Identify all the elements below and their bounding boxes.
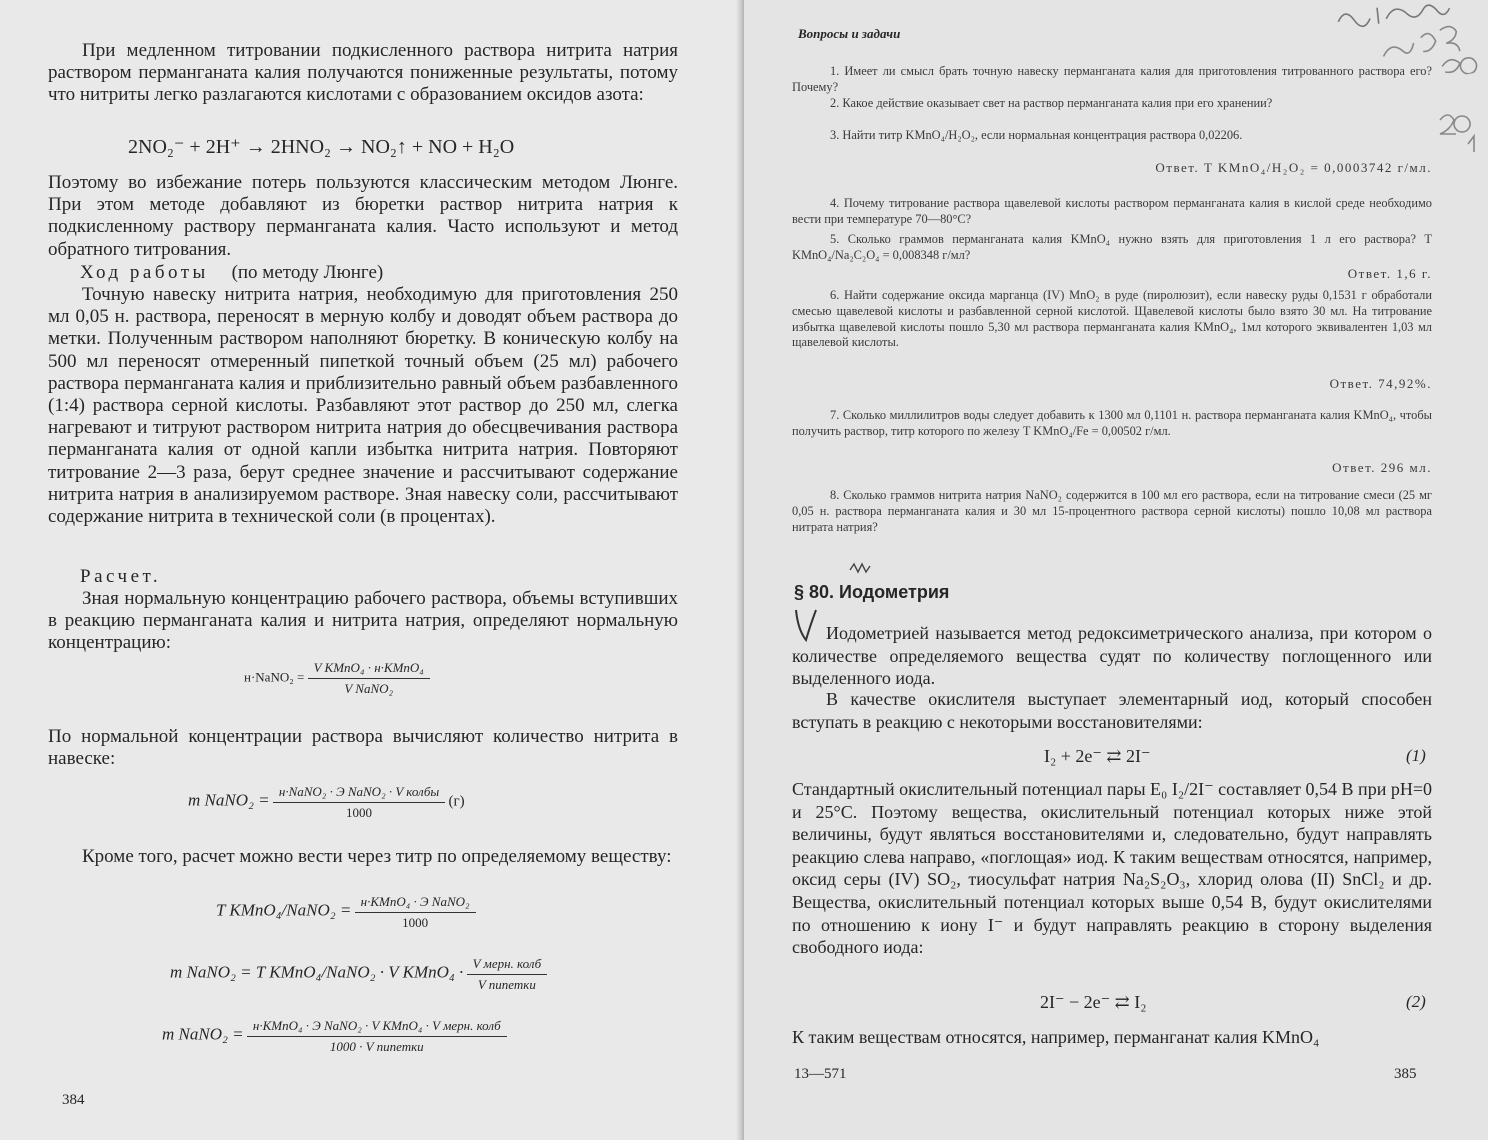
questions-title: Вопросы и задачи [798, 26, 901, 41]
formula-mass-fraction [273, 784, 445, 821]
formula-normality-lhs: н·NaNO₂ = [244, 669, 305, 685]
section-title: § 80. Иодометрия [794, 582, 950, 602]
paragraph-iodine-oxidant: В качестве окислителя выступает элементарный иод, который способен вступать в реакцию с некоторыми восстановителями: [792, 689, 1432, 732]
equation-number-1: (1) [1406, 746, 1426, 765]
formula-mass-denominator: 1000 [346, 805, 373, 820]
page-number-right: 385 [1394, 1066, 1417, 1082]
answer-3: Ответ. T KMnO₄/H₂O₂ = 0,0003742 г/мл. [1155, 160, 1432, 175]
formula-normality-numerator: V KMnO₄ · н·KMnO₄ [308, 660, 430, 679]
formula-mass-full [162, 1018, 507, 1055]
formula-mass-via-titer [170, 956, 547, 993]
formula-mass [188, 784, 465, 821]
subheading-procedure [80, 262, 680, 284]
procedure-label: Ход работы [80, 262, 209, 283]
question-8: 8. Сколько граммов нитрита натрия NaNO₂ содержится в 100 мл его раствора, если на титрование смеси (25 мг 0,05 н. раствора перманганата калия и 30 мл 15-процентного раствора серной кислоты) пошло 10,08 мл раствора нитрата натрия? [792, 488, 1432, 534]
subheading-calculation: Расчет. [80, 566, 162, 587]
formula-normality-denominator: V NaNO₂ [344, 681, 394, 696]
answer-7: Ответ. 296 мл. [1332, 460, 1432, 475]
formula-mass-lhs: m NaNO₂ = [188, 790, 270, 810]
handwritten-mark-margin [1434, 110, 1484, 168]
formula-titer-denominator: 1000 [402, 915, 429, 930]
formula-mass-full-fraction [247, 1018, 507, 1055]
answer-6: Ответ. 74,92%. [1329, 376, 1432, 391]
paragraph-procedure: Точную навеску нитрита натрия, необходимую для приготовления 250 мл 0,05 н. раствора, переносят в мерную колбу и доводят объем раствора до метки. Полученным раствором наполняют бюретку. В коническую колбу на 500 мл переносят отмеренный пипеткой точный объем (25 мл) рабочего раствора перманганата калия и приблизительно равный объем разбавленного (1:4) раствора серной кислоты. Разбавляют этот раствор до 250 мл, слегка нагревают и титруют раствором нитрита натрия до обесцвечивания раствора перманганата калия от одной капли избытка нитрита натрия. Повторяют титрование 2—3 раза, берут среднее значение и рассчитывают содержание нитрита натрия в анализируемом растворе. Зная навеску соли, рассчитывают содержание нитрита в технической соли (в процентах). [48, 284, 678, 528]
question-1: 1. Имеет ли смысл брать точную навеску перманганата калия для приготовления титрованного раствора его? Почему? [792, 64, 1432, 94]
question-5: 5. Сколько граммов перманганата калия KMnO₄ нужно взять для приготовления 1 л его раствора? T KMnO₄/Na₂C₂O₄ = 0,008348 г/мл? [792, 232, 1432, 262]
paragraph-lunge-method: Поэтому во избежание потерь пользуются классическим методом Люнге. При этом методе добавляют из бюретки раствор нитрита натрия к подкисленному раствору перманганата калия. Часто используют и метод обратного титрования. [48, 172, 678, 260]
paragraph-standard-potential: Стандартный окислительный потенциал пары E₀ I₂/2I⁻ составляет 0,54 В при pH=0 и 25°C. Поэтому вещества, окислительный потенциал которых ниже этой величины, будут являться восстановителями и, следовательно, будут направлять реакцию слева направо, «поглощая» иод. К таким веществам относятся, например, оксид серы (IV) SO₂, тиосульфат натрия Na₂S₂O₃, хлорид олова (II) SnCl₂ и др. Вещества, окислительный потенциал которых выше 0,54 В, будут окислителями по отношению к иону I⁻ и будут направлять реакцию в сторону выделения свободного иода: [792, 779, 1432, 958]
formula-mass-numerator: н·NaNO₂ · Э NaNO₂ · V колбы [273, 784, 445, 803]
formula-normality [244, 660, 430, 697]
formula-titer [216, 894, 476, 931]
question-7: 7. Сколько миллилитров воды следует добавить к 1300 мл 0,1101 н. раствора перманганата калия KMnO₄, чтобы получить раствор, титр которого по железу T KMnO₄/Fe = 0,00502 г/мл. [792, 408, 1432, 438]
right-page [744, 0, 1488, 1140]
question-3: 3. Найти титр KMnO₄/H₂O₂, если нормальная концентрация раствора 0,02206. [830, 128, 1243, 142]
paragraph-nitrite-titration: При медленном титровании подкисленного раствора нитрита натрия раствором перманганата калия получаются пониженные результаты, потому что нитриты легко разлагаются кислотами с образованием оксидов азота: [48, 40, 678, 106]
formula-mass-full-lhs: m NaNO₂ = [162, 1024, 244, 1044]
paragraph-oxidizers: К таким веществам относятся, например, перманганат калия KMnO₄ [792, 1027, 1320, 1047]
page-number-left: 384 [62, 1092, 85, 1108]
formula-mass-via-titer-denominator: V пипетки [477, 977, 536, 992]
handwritten-scribble-margin [1434, 110, 1484, 162]
formula-titer-numerator: н·KMnO₄ · Э NaNO₂ [355, 894, 476, 913]
question-4: 4. Почему титрование раствора щавелевой кислоты раствором перманганата калия в кислой среде необходимо вести при температуре 70—80°C? [792, 196, 1432, 226]
question-2: 2. Какое действие оказывает свет на раствор перманганата калия при его хранении? [830, 96, 1273, 110]
procedure-note: (по методу Люнге) [231, 262, 384, 283]
handwritten-tick-icon [848, 562, 872, 578]
paragraph-iodometry-definition: Иодометрией называется метод редоксиметрического анализа, при котором о количестве определяемого вещества судят по количеству поглощенного или выделенного иода. [792, 623, 1432, 689]
equation-iodide-oxidation: 2I⁻ − 2e⁻ ⇄ I₂ [1040, 992, 1147, 1012]
formula-mass-full-numerator: н·KMnO₄ · Э NaNO₂ · V KMnO₄ · V мерн. колб [247, 1018, 507, 1037]
formula-titer-lhs: T KMnO₄/NaNO₂ = [216, 900, 352, 920]
formula-mass-via-titer-fraction [467, 956, 548, 993]
formula-mass-via-titer-lhs: m NaNO₂ = T KMnO₄/NaNO₂ · V KMnO₄ · [170, 962, 464, 982]
equation-number-2: (2) [1406, 992, 1426, 1011]
formula-mass-full-denominator: 1000 · V пипетки [329, 1039, 424, 1054]
answer-5: Ответ. 1,6 г. [1347, 266, 1432, 281]
formula-mass-via-titer-numerator: V мерн. колб [467, 956, 548, 975]
question-6: 6. Найти содержание оксида марганца (IV) MnO₂ в руде (пиролюзит), если навеску руды 0,1531 г обработали смесью щавелевой кислоты и разбавленной серной кислотой. Щавелевой кислоты было взято 30 мл. На титрование избытка щавелевой кислоты пошло 5,30 мл раствора перманганата калия KMnO₄, 1мл которого эквивалентен 1,03 мл щавелевой кислоты. [792, 288, 1432, 350]
formula-titer-fraction [355, 894, 476, 931]
handwritten-tick-mark [848, 562, 872, 582]
formula-mass-unit: (г) [448, 793, 465, 810]
equation-nitrite-decomposition: 2NO₂⁻ + 2H⁺ → 2HNO₂ → NO₂↑ + NO + H₂O [128, 136, 515, 158]
paragraph-titer: Кроме того, расчет можно вести через титр по определяемому веществу: [82, 846, 672, 867]
paragraph-amount: По нормальной концентрации раствора вычисляют количество нитрита в навеске: [48, 726, 678, 770]
formula-normality-fraction [308, 660, 430, 697]
equation-iodine-reduction: I₂ + 2e⁻ ⇄ 2I⁻ [1044, 746, 1151, 766]
footer-code: 13—571 [794, 1066, 847, 1082]
paragraph-calculation: Зная нормальную концентрацию рабочего раствора, объемы вступивших в реакцию перманганата калия и нитрита натрия, определяют нормальную концентрацию: [48, 588, 678, 654]
